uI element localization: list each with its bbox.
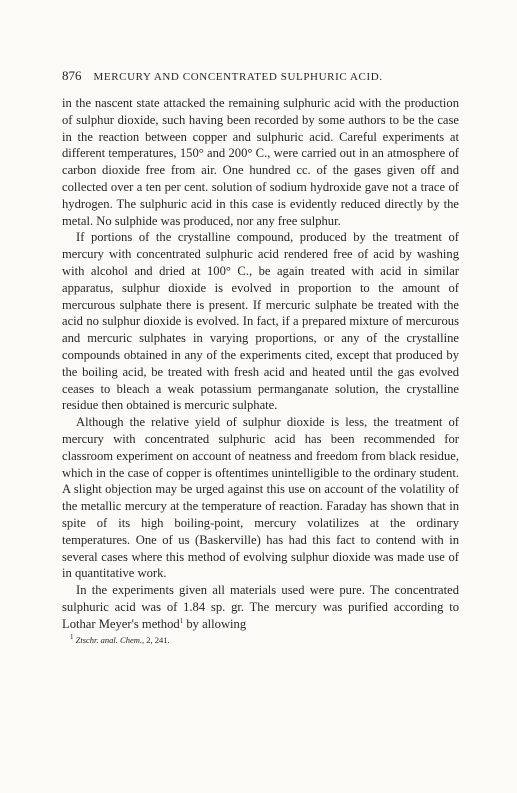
- paragraph: If portions of the crystalline compound, produced by the treatment of mercury with concentrated sulphuric acid rendered free of acid by washing with alcohol and dried at 100° C., be again treated with acid in similar apparatus, sulphur dioxide is evolved in proportion to the amount of mercurous sulphate there is present. If mercuric sulphate be treated with the acid no sulphur dioxide is evolved. In fact, if a prepared mixture of mercurous and mercuric sulphates in varying proportions, or any of the crystalline compounds obtained in any of the experiments cited, except that produced by the boiling acid, be treated with fresh acid and heated until the gas evolved ceases to bleach a weak potassium permanganate solution, the crystalline residue then obtained is mercuric sulphate.: [62, 230, 459, 413]
- paragraph: in the nascent state attacked the remaining sulphuric acid with the production of sulphur dioxide, such having been recorded by some authors to be the case in the reaction between copper and sulphuric acid. Careful experiments at different temperatures, 150° and 200° C., were carried out in an atmosphere of carbon dioxide free from air. One hundred cc. of the gases given off and collected over a ten per cent. solution of sodium hydroxide gave not a trace of hydrogen. The sulphuric acid in this case is evidently reduced directly by the metal. No sulphide was produced, nor any free sulphur.: [62, 96, 459, 228]
- paragraph: [62, 582, 459, 632]
- footnote-marker: 1: [70, 632, 74, 641]
- footnote-ref-text: , 2, 241.: [141, 634, 170, 645]
- paragraph: Although the relative yield of sulphur dioxide is less, the treatment of mercury with concentrated sulphuric acid has been recommended for classroom experiment on account of neatness and freedom from black residue, which in the case of copper is oftentimes unintelligible to the ordinary student. A slight objection may be urged against this use on account of the volatility of the metallic mercury at the temperature of reaction. Faraday has shown that in spite of its high boiling-point, mercury volatilizes at the ordinary temperatures. One of us (Baskerville) has had this fact to contend with in several cases where this method of evolving sulphur dioxide was made use of in quantitative work.: [62, 415, 459, 581]
- running-head: [62, 68, 459, 84]
- running-title: MERCURY AND CONCENTRATED SULPHURIC ACID.: [93, 71, 383, 83]
- footnote: [62, 632, 459, 645]
- footnote-ref: 1: [179, 616, 184, 625]
- page-number: 876: [62, 68, 82, 83]
- footnote-journal: Ztschr. anal. Chem.: [75, 634, 142, 645]
- page: [62, 68, 459, 645]
- body-text: [62, 95, 459, 633]
- paragraph-text: In the experiments given all materials used were pure. The concentrated sulphuric acid was of 1.84 sp. gr. The mercury was purified according to Lothar Meyer's method: [62, 583, 459, 631]
- paragraph-text-tail: by allowing: [183, 616, 247, 631]
